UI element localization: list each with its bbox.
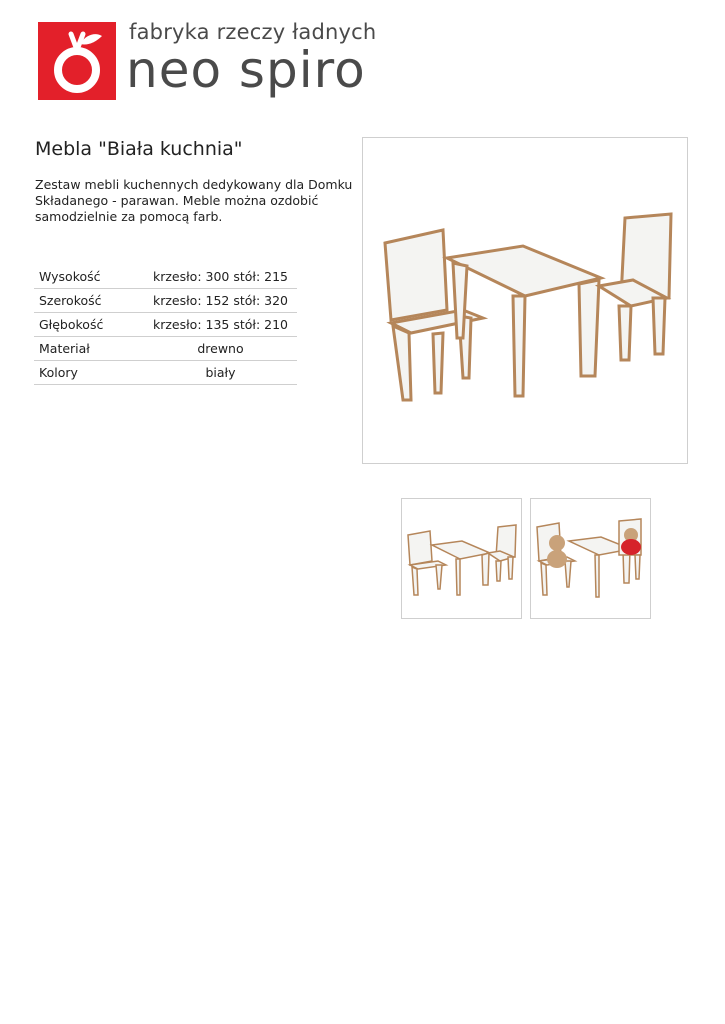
spec-value: krzesło: 135 stół: 210 <box>144 313 297 337</box>
spec-value: krzesło: 300 stół: 215 <box>144 265 297 289</box>
logo[interactable] <box>38 20 377 104</box>
thumbnail-image <box>402 499 521 618</box>
logo-tagline: fabryka rzeczy ładnych <box>129 20 377 44</box>
spec-value: drewno <box>144 337 297 361</box>
spec-label: Materiał <box>34 337 144 361</box>
table-row <box>34 313 297 337</box>
product-description: Zestaw mebli kuchennych dedykowany dla Domku Składanego - parawan. Meble można ozdobić samodzielnie za pomocą farb. <box>35 177 353 224</box>
logo-mark <box>38 22 116 100</box>
table-row <box>34 361 297 385</box>
thumbnail-image <box>531 499 650 618</box>
thumbnail-1[interactable] <box>401 498 522 619</box>
apple-icon <box>38 22 116 100</box>
spec-label: Wysokość <box>34 265 144 289</box>
spec-value: biały <box>144 361 297 385</box>
furniture-set-image <box>363 138 687 463</box>
main-product-photo[interactable] <box>362 137 688 464</box>
spec-label: Kolory <box>34 361 144 385</box>
product-title: Mebla "Biała kuchnia" <box>35 138 243 160</box>
spec-label: Szerokość <box>34 289 144 313</box>
spec-label: Głębokość <box>34 313 144 337</box>
specs-table <box>34 265 297 385</box>
table-row <box>34 265 297 289</box>
spec-value: krzesło: 152 stół: 320 <box>144 289 297 313</box>
thumbnail-2[interactable] <box>530 498 651 619</box>
table-row <box>34 337 297 361</box>
logo-brand: neo spiro <box>126 41 366 99</box>
table-row <box>34 289 297 313</box>
